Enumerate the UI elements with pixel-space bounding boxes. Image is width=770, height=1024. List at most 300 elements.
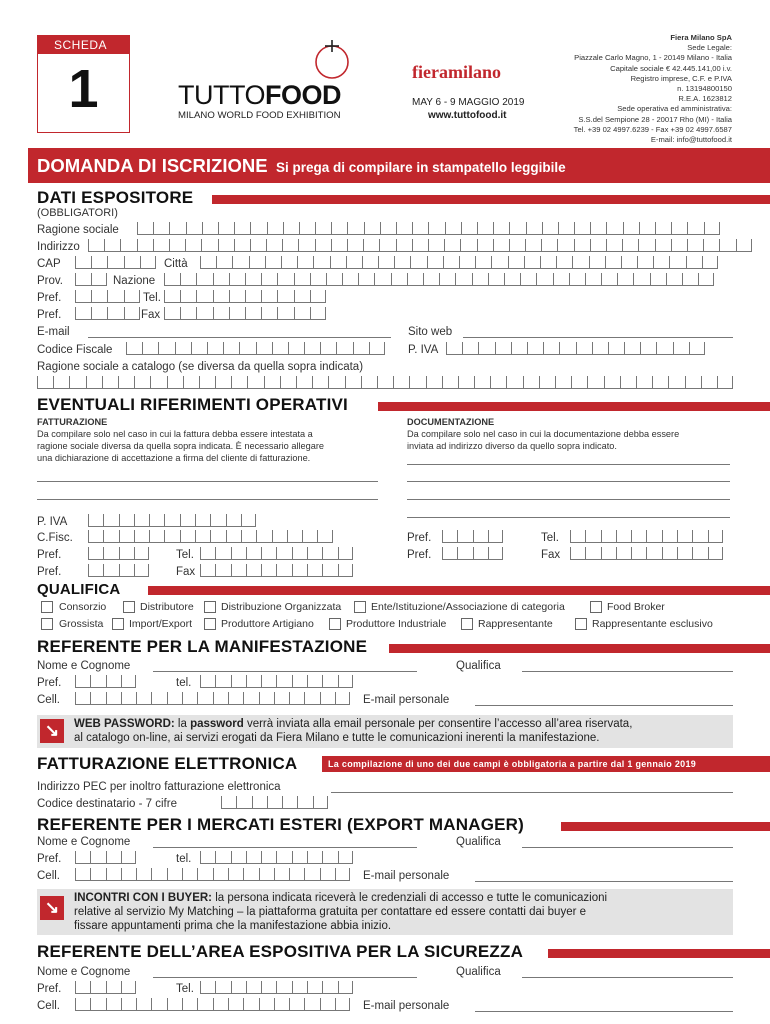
char-cell[interactable] [426,376,442,389]
char-cell[interactable] [410,256,426,269]
char-cell[interactable] [704,222,720,235]
char-cell[interactable] [576,342,592,355]
char-cell[interactable] [119,564,134,577]
char-cell[interactable] [124,290,140,303]
char-cell[interactable] [380,222,396,235]
char-cell[interactable] [624,342,640,355]
char-cell[interactable] [439,273,455,286]
char-cell[interactable] [345,376,361,389]
char-cell[interactable] [616,530,631,543]
char-cell[interactable] [378,256,394,269]
char-cell[interactable] [574,222,590,235]
char-cell[interactable] [590,222,606,235]
char-cell[interactable] [346,256,362,269]
char-cell[interactable] [88,530,103,543]
checkbox-distribuzione-organizzata[interactable] [204,601,216,613]
char-cell[interactable] [207,342,223,355]
char-cell[interactable] [543,342,559,355]
char-cell[interactable] [677,530,692,543]
char-cell[interactable] [180,273,196,286]
char-cell[interactable] [151,868,166,881]
char-cell[interactable] [75,692,90,705]
char-cell[interactable] [443,256,459,269]
char-cell[interactable] [200,547,215,560]
fatt-line-2[interactable] [37,499,378,500]
char-cell[interactable] [396,239,412,252]
sic-field-tel[interactable] [200,981,353,994]
char-cell[interactable] [299,222,315,235]
char-cell[interactable] [369,342,385,355]
char-cell[interactable] [280,376,296,389]
char-cell[interactable] [335,998,350,1011]
char-cell[interactable] [592,342,608,355]
char-cell[interactable] [636,376,652,389]
char-cell[interactable] [149,514,164,527]
char-cell[interactable] [540,256,556,269]
field-citta[interactable] [200,256,718,269]
char-cell[interactable] [103,547,118,560]
char-cell[interactable] [310,273,326,286]
char-cell[interactable] [736,239,752,252]
char-cell[interactable] [153,239,169,252]
char-cell[interactable] [307,675,322,688]
rif-field-cfisc[interactable] [88,530,333,543]
char-cell[interactable] [91,290,107,303]
char-cell[interactable] [142,342,158,355]
char-cell[interactable] [218,222,234,235]
char-cell[interactable] [121,998,136,1011]
char-cell[interactable] [539,376,555,389]
char-cell[interactable] [409,376,425,389]
char-cell[interactable] [272,342,288,355]
ref-field-email[interactable] [475,705,733,706]
char-cell[interactable] [307,981,322,994]
char-cell[interactable] [276,675,291,688]
char-cell[interactable] [256,342,272,355]
char-cell[interactable] [335,868,350,881]
char-cell[interactable] [231,675,246,688]
char-cell[interactable] [200,564,215,577]
char-cell[interactable] [140,256,156,269]
checkbox-produttore-artigiano[interactable] [204,618,216,630]
char-cell[interactable] [90,851,105,864]
char-cell[interactable] [90,868,105,881]
checkbox-food-broker[interactable] [590,601,602,613]
char-cell[interactable] [231,981,246,994]
field-prov[interactable] [75,273,107,286]
char-cell[interactable] [200,675,215,688]
char-cell[interactable] [655,222,671,235]
char-cell[interactable] [182,692,197,705]
char-cell[interactable] [656,342,672,355]
char-cell[interactable] [509,222,525,235]
field-ragione-sociale[interactable] [137,222,720,235]
char-cell[interactable] [215,547,230,560]
char-cell[interactable] [231,376,247,389]
char-cell[interactable] [606,239,622,252]
char-cell[interactable] [121,868,136,881]
char-cell[interactable] [687,222,703,235]
char-cell[interactable] [347,239,363,252]
char-cell[interactable] [199,376,215,389]
sic-field-pref[interactable] [75,981,136,994]
sic-field-nome[interactable] [153,977,417,978]
char-cell[interactable] [298,239,314,252]
char-cell[interactable] [106,998,121,1011]
char-cell[interactable] [213,290,229,303]
char-cell[interactable] [601,273,617,286]
char-cell[interactable] [322,547,337,560]
char-cell[interactable] [296,376,312,389]
char-cell[interactable] [703,239,719,252]
field-pref-fax[interactable] [75,307,140,320]
rif-field-pref-fax[interactable] [88,564,149,577]
char-cell[interactable] [493,239,509,252]
char-cell[interactable] [247,376,263,389]
exp-field-cell[interactable] [75,868,350,881]
char-cell[interactable] [294,290,310,303]
char-cell[interactable] [353,342,369,355]
char-cell[interactable] [526,222,542,235]
char-cell[interactable] [571,376,587,389]
char-cell[interactable] [137,222,153,235]
char-cell[interactable] [374,273,390,286]
char-cell[interactable] [75,290,91,303]
char-cell[interactable] [261,307,277,320]
char-cell[interactable] [267,222,283,235]
char-cell[interactable] [662,547,677,560]
char-cell[interactable] [103,564,118,577]
char-cell[interactable] [134,547,149,560]
char-cell[interactable] [331,239,347,252]
char-cell[interactable] [338,547,353,560]
char-cell[interactable] [313,796,328,809]
char-cell[interactable] [457,547,472,560]
char-cell[interactable] [180,514,195,527]
char-cell[interactable] [488,273,504,286]
char-cell[interactable] [264,376,280,389]
char-cell[interactable] [442,376,458,389]
char-cell[interactable] [167,998,182,1011]
char-cell[interactable] [245,290,261,303]
char-cell[interactable] [361,376,377,389]
char-cell[interactable] [75,851,90,864]
char-cell[interactable] [312,376,328,389]
field-email[interactable] [88,337,391,338]
char-cell[interactable] [276,547,291,560]
char-cell[interactable] [245,273,261,286]
char-cell[interactable] [167,692,182,705]
char-cell[interactable] [119,530,134,543]
ref-field-qualifica[interactable] [522,671,733,672]
char-cell[interactable] [277,307,293,320]
char-cell[interactable] [277,290,293,303]
char-cell[interactable] [536,273,552,286]
rif-field-pref-tel[interactable] [88,547,149,560]
char-cell[interactable] [570,547,585,560]
char-cell[interactable] [88,514,103,527]
char-cell[interactable] [511,342,527,355]
char-cell[interactable] [182,998,197,1011]
char-cell[interactable] [229,307,245,320]
char-cell[interactable] [556,256,572,269]
char-cell[interactable] [213,998,228,1011]
char-cell[interactable] [121,981,136,994]
char-cell[interactable] [119,547,134,560]
char-cell[interactable] [196,273,212,286]
char-cell[interactable] [118,376,134,389]
char-cell[interactable] [88,239,104,252]
char-cell[interactable] [282,239,298,252]
rif-field-fax[interactable] [200,564,353,577]
char-cell[interactable] [149,530,164,543]
char-cell[interactable] [201,239,217,252]
char-cell[interactable] [256,530,271,543]
char-cell[interactable] [310,290,326,303]
char-cell[interactable] [104,239,120,252]
char-cell[interactable] [320,998,335,1011]
char-cell[interactable] [488,547,503,560]
char-cell[interactable] [652,376,668,389]
char-cell[interactable] [228,692,243,705]
doc-field-tel[interactable] [570,530,723,543]
field-ragione-catalogo[interactable] [37,376,733,389]
char-cell[interactable] [294,307,310,320]
exp-field-tel[interactable] [200,851,353,864]
char-cell[interactable] [708,530,723,543]
char-cell[interactable] [191,342,207,355]
char-cell[interactable] [428,239,444,252]
char-cell[interactable] [182,868,197,881]
char-cell[interactable] [228,998,243,1011]
char-cell[interactable] [106,851,121,864]
char-cell[interactable] [639,222,655,235]
char-cell[interactable] [151,998,166,1011]
char-cell[interactable] [90,692,105,705]
char-cell[interactable] [267,796,282,809]
char-cell[interactable] [75,675,90,688]
char-cell[interactable] [328,376,344,389]
char-cell[interactable] [283,222,299,235]
field-codice-destinatario[interactable] [221,796,328,809]
doc-line-2[interactable] [407,481,730,482]
char-cell[interactable] [228,868,243,881]
char-cell[interactable] [631,530,646,543]
exp-field-pref[interactable] [75,851,136,864]
char-cell[interactable] [69,376,85,389]
field-tel[interactable] [164,290,326,303]
char-cell[interactable] [243,868,258,881]
char-cell[interactable] [246,564,261,577]
doc-field-fax[interactable] [570,547,723,560]
char-cell[interactable] [272,530,287,543]
char-cell[interactable] [605,256,621,269]
char-cell[interactable] [474,376,490,389]
char-cell[interactable] [574,239,590,252]
char-cell[interactable] [277,273,293,286]
char-cell[interactable] [213,692,228,705]
char-cell[interactable] [282,796,297,809]
char-cell[interactable] [216,256,232,269]
char-cell[interactable] [276,851,291,864]
char-cell[interactable] [608,342,624,355]
checkbox-import-export[interactable] [112,618,124,630]
char-cell[interactable] [364,222,380,235]
char-cell[interactable] [423,273,439,286]
field-nazione[interactable] [164,273,714,286]
char-cell[interactable] [601,547,616,560]
char-cell[interactable] [288,342,304,355]
char-cell[interactable] [307,547,322,560]
char-cell[interactable] [281,256,297,269]
char-cell[interactable] [396,222,412,235]
char-cell[interactable] [458,376,474,389]
char-cell[interactable] [671,222,687,235]
char-cell[interactable] [215,376,231,389]
char-cell[interactable] [460,239,476,252]
char-cell[interactable] [150,376,166,389]
char-cell[interactable] [719,239,735,252]
char-cell[interactable] [53,376,69,389]
char-cell[interactable] [322,981,337,994]
char-cell[interactable] [338,981,353,994]
char-cell[interactable] [90,981,105,994]
char-cell[interactable] [428,222,444,235]
char-cell[interactable] [75,273,91,286]
ref-field-nome[interactable] [153,671,417,672]
char-cell[interactable] [601,530,616,543]
char-cell[interactable] [164,514,179,527]
field-sito-web[interactable] [463,337,733,338]
char-cell[interactable] [623,222,639,235]
char-cell[interactable] [169,239,185,252]
char-cell[interactable] [541,239,557,252]
char-cell[interactable] [589,256,605,269]
char-cell[interactable] [542,222,558,235]
char-cell[interactable] [241,530,256,543]
checkbox-distributore[interactable] [123,601,135,613]
char-cell[interactable] [120,239,136,252]
char-cell[interactable] [119,514,134,527]
field-piva[interactable] [446,342,705,355]
char-cell[interactable] [292,564,307,577]
char-cell[interactable] [231,547,246,560]
char-cell[interactable] [379,239,395,252]
char-cell[interactable] [164,307,180,320]
char-cell[interactable] [504,273,520,286]
char-cell[interactable] [175,342,191,355]
char-cell[interactable] [445,222,461,235]
char-cell[interactable] [523,376,539,389]
char-cell[interactable] [246,981,261,994]
doc-line-4[interactable] [407,517,730,518]
char-cell[interactable] [671,239,687,252]
char-cell[interactable] [102,376,118,389]
char-cell[interactable] [520,273,536,286]
char-cell[interactable] [103,514,118,527]
char-cell[interactable] [455,273,471,286]
char-cell[interactable] [197,692,212,705]
char-cell[interactable] [698,273,714,286]
char-cell[interactable] [701,376,717,389]
char-cell[interactable] [88,564,103,577]
sic-field-qualifica[interactable] [522,977,733,978]
char-cell[interactable] [668,376,684,389]
char-cell[interactable] [103,530,118,543]
char-cell[interactable] [362,256,378,269]
doc-field-pref-fax[interactable] [442,547,503,560]
char-cell[interactable] [195,514,210,527]
char-cell[interactable] [633,273,649,286]
char-cell[interactable] [322,564,337,577]
char-cell[interactable] [200,981,215,994]
char-cell[interactable] [261,981,276,994]
char-cell[interactable] [107,307,123,320]
char-cell[interactable] [223,342,239,355]
char-cell[interactable] [195,530,210,543]
char-cell[interactable] [274,998,289,1011]
char-cell[interactable] [457,530,472,543]
char-cell[interactable] [708,547,723,560]
char-cell[interactable] [245,307,261,320]
char-cell[interactable] [495,342,511,355]
char-cell[interactable] [121,851,136,864]
checkbox-rappresentante[interactable] [461,618,473,630]
char-cell[interactable] [493,222,509,235]
char-cell[interactable] [164,273,180,286]
char-cell[interactable] [250,222,266,235]
char-cell[interactable] [213,868,228,881]
char-cell[interactable] [689,342,705,355]
char-cell[interactable] [107,256,123,269]
char-cell[interactable] [637,256,653,269]
char-cell[interactable] [326,273,342,286]
char-cell[interactable] [136,998,151,1011]
char-cell[interactable] [261,273,277,286]
char-cell[interactable] [622,239,638,252]
field-fax[interactable] [164,307,326,320]
char-cell[interactable] [243,692,258,705]
char-cell[interactable] [358,273,374,286]
char-cell[interactable] [229,290,245,303]
char-cell[interactable] [442,530,457,543]
char-cell[interactable] [304,998,319,1011]
char-cell[interactable] [473,547,488,560]
char-cell[interactable] [304,692,319,705]
char-cell[interactable] [478,342,494,355]
char-cell[interactable] [310,307,326,320]
char-cell[interactable] [261,675,276,688]
char-cell[interactable] [461,222,477,235]
char-cell[interactable] [106,675,121,688]
char-cell[interactable] [239,342,255,355]
exp-field-qualifica[interactable] [522,847,733,848]
char-cell[interactable] [604,376,620,389]
char-cell[interactable] [347,222,363,235]
exp-field-email[interactable] [475,881,733,882]
char-cell[interactable] [331,222,347,235]
char-cell[interactable] [294,273,310,286]
field-indirizzo[interactable] [88,239,752,252]
char-cell[interactable] [555,376,571,389]
char-cell[interactable] [307,851,322,864]
char-cell[interactable] [241,514,256,527]
exp-field-nome[interactable] [153,847,417,848]
char-cell[interactable] [427,256,443,269]
rif-field-tel[interactable] [200,547,353,560]
char-cell[interactable] [490,376,506,389]
doc-line-3[interactable] [407,499,730,500]
